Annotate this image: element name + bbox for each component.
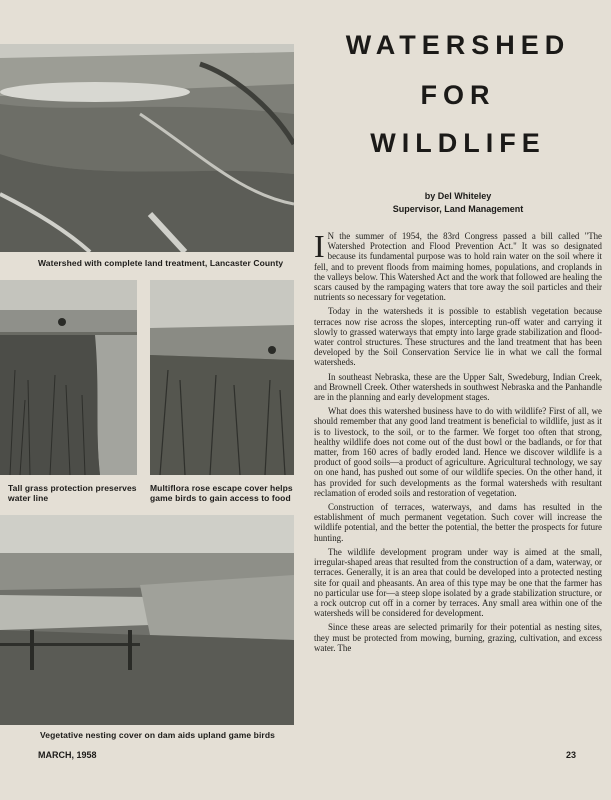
paragraph-3: In southeast Nebraska, these are the Upper Salt, Swedeburg, Indian Creek, and Brownell Creek. Other watersheds in southwest Nebraska and the Panhandle are in the planning and early development stages. (314, 371, 602, 403)
paragraph-2: Today in the watersheds it is possible to establish vegetation because terraces now rise across the slopes, intercepting run-off water and carrying it slowly to grassed waterways that empty into large grade stabilization and flood-water control structures. These structures and the land treatment that has been developed by the Soil Conservation Service lie in what we call the formal watersheds. (314, 306, 602, 368)
caption-mid-right: Multiflora rose escape cover helps game birds to gain access to food (150, 483, 293, 503)
photo-multiflora-rose (150, 280, 294, 475)
paragraph-5: Construction of terraces, waterways, and dams has resulted in the establishment of much permanent vegetation. Such cover will increase the wildlife potential, and the better the potential, the better the prospects for future hunting. (314, 502, 602, 543)
paragraph-4: What does this watershed business have to do with wildlife? First of all, we should remember that any good land treatment is beneficial to wildlife, just as it is to livestock, to the soil, or to the farmer. We forget too often that strong, healthy wildlife does not come out of the dust bowl or the badlands, or for that matter, from 160 acres of badly eroded land. Hence we discover wildlife is a product of good soils—a product of agriculture. Agricultural technology, we say on one hand, has pushed out some of our wildlife species. On the other hand, it has provided for such developments as the formal watersheds with resultant reclamation of eroded soils and restoration of vegetation. (314, 406, 602, 498)
photo-dam-nesting-cover (0, 515, 294, 725)
paragraph-1: I N the summer of 1954, the 83rd Congress passed a bill called "The Watershed Protection and Flood Prevention Act." It was so designated because its fundamental purpose was to hold rain water on the soil where it fell, and to prevent floods from maiming homes, populations, and croplands in the valleys below. This Watershed Act and the work that followed are healing the scars caused by the rampaging waters that tore away the soil particles and their nutrients so necessary for vegetation. (314, 228, 602, 303)
footer-page-number: 23 (566, 750, 577, 760)
caption-bottom: Vegetative nesting cover on dam aids upland game birds (40, 730, 275, 740)
article-body (314, 228, 602, 657)
title-line-2: FOR (420, 80, 496, 110)
title-line-1: WATERSHED (345, 30, 571, 60)
byline-role: Supervisor, Land Management (392, 204, 524, 214)
caption-mid-left: Tall grass protection preserves water line (8, 483, 137, 503)
photo-watershed-aerial (0, 44, 294, 252)
paragraph-7: Since these areas are selected primarily for their potential as nesting sites, they must be protected from mowing, burning, grazing, cultivation, and excess water. The (314, 622, 602, 653)
footer-issue: MARCH, 1958 (38, 750, 97, 760)
paragraph-6: The wildlife development program under way is aimed at the small, irregular-shaped areas that resulted from the construction of a dam, waterway, or terraces. Generally, it is an area that could be developed into a protected nesting site for quail and pheasants. An area of this type may be one that the farmer has no particular use for—a steep slope isolated by a grade stabilization structure, or a rock outcrop cut off in a corner by terraces. Any small area within one of the watersheds will be considered for development. (314, 546, 602, 619)
byline-author: by Del Whiteley (424, 191, 492, 201)
drop-cap: I (314, 228, 325, 264)
photo-tall-grass (0, 280, 137, 475)
caption-top: Watershed with complete land treatment, Lancaster County (38, 258, 284, 268)
title-line-3: WILDLIFE (370, 128, 546, 158)
